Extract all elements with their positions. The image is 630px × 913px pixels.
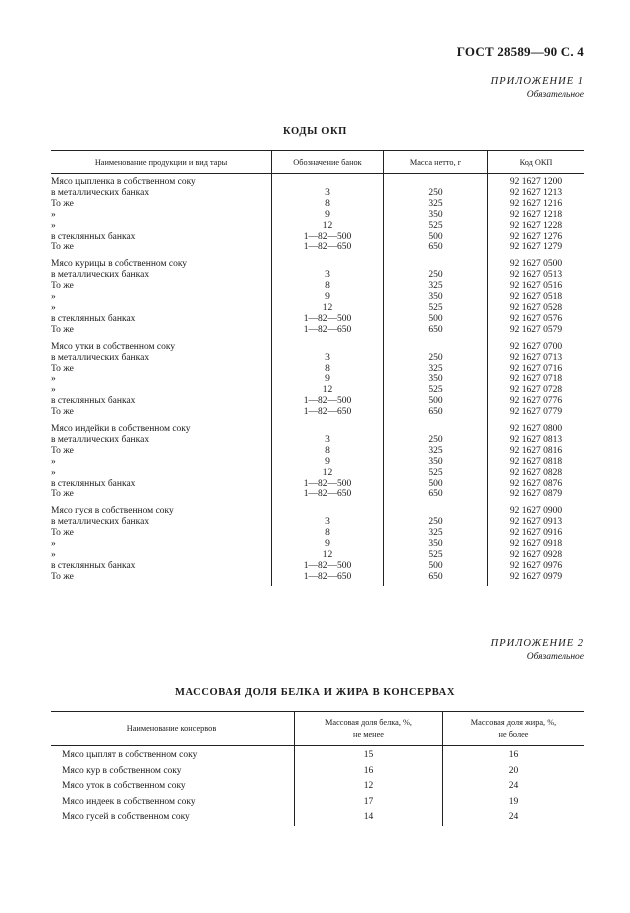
can-designation-cell: 3 xyxy=(272,188,384,199)
product-name-cell: Мясо цыпленка в собственном соку xyxy=(51,177,196,187)
can-designation-cell: 8 xyxy=(272,281,384,292)
product-name-cell: Мясо утки в собственном соку xyxy=(51,341,176,352)
okp-code-cell: 92 1627 0728 xyxy=(488,385,585,396)
product-name-cell: Мясо индейки в собственном соку xyxy=(51,424,191,435)
table-row xyxy=(51,561,584,572)
product-name-cell: Мясо курицы в собственном соку xyxy=(51,259,188,270)
appendix-1-status: Обязательное xyxy=(526,90,584,100)
product-name-cell: То же xyxy=(51,489,74,500)
table-row xyxy=(51,457,584,468)
okp-code-cell: 92 1627 0928 xyxy=(488,550,585,561)
fat-share-cell: 16 xyxy=(443,746,585,764)
can-designation-cell: 1—82—500 xyxy=(272,314,384,325)
table-header-row xyxy=(51,712,584,746)
product-name-cell: То же xyxy=(51,198,74,209)
column-header-protein-line-1: Массовая доля белка, %, xyxy=(325,717,412,727)
okp-code-cell: 92 1627 0876 xyxy=(488,479,585,490)
net-mass-cell: 525 xyxy=(384,303,488,314)
okp-code-cell: 92 1627 1276 xyxy=(488,232,585,243)
protein-share-cell: 12 xyxy=(295,779,443,795)
table-row xyxy=(51,795,584,811)
product-name-cell: в металлических банках xyxy=(51,352,150,363)
product-name-cell: » xyxy=(51,220,56,231)
product-name-cell: в металлических банках xyxy=(51,270,150,281)
product-name-cell: » xyxy=(51,292,56,303)
product-name-cell: в стеклянных банках xyxy=(51,396,136,407)
can-designation-cell: 3 xyxy=(272,270,384,281)
table-row xyxy=(51,528,584,539)
okp-code-cell: 92 1627 1216 xyxy=(488,199,585,210)
table-row xyxy=(51,353,584,364)
net-mass-cell: 325 xyxy=(384,364,488,375)
net-mass-cell xyxy=(384,500,488,517)
net-mass-cell: 650 xyxy=(384,325,488,336)
can-designation-cell: 8 xyxy=(272,446,384,457)
okp-code-cell: 92 1627 0500 xyxy=(488,253,585,270)
appendix-1-title: ПРИЛОЖЕНИЕ 1 xyxy=(490,76,584,87)
okp-code-cell: 92 1627 0879 xyxy=(488,489,585,500)
okp-code-cell: 92 1627 1213 xyxy=(488,188,585,199)
protein-share-cell: 15 xyxy=(295,746,443,764)
table-row xyxy=(51,385,584,396)
product-name-cell: То же xyxy=(51,528,74,539)
product-name-cell: в стеклянных банках xyxy=(51,231,136,242)
okp-codes-table-title: КОДЫ ОКП xyxy=(283,126,347,137)
table-row xyxy=(51,764,584,780)
net-mass-cell: 500 xyxy=(384,561,488,572)
okp-code-cell: 92 1627 0579 xyxy=(488,325,585,336)
table-row xyxy=(51,550,584,561)
net-mass-cell: 250 xyxy=(384,353,488,364)
table-row xyxy=(51,374,584,385)
fat-share-cell: 24 xyxy=(443,810,585,826)
table-row xyxy=(51,746,584,764)
product-name-cell: То же xyxy=(51,407,74,418)
product-name-cell: То же xyxy=(51,363,74,374)
net-mass-cell: 525 xyxy=(384,468,488,479)
can-designation-cell: 1—82—650 xyxy=(272,489,384,500)
okp-code-cell: 92 1627 0816 xyxy=(488,446,585,457)
can-designation-cell: 12 xyxy=(272,303,384,314)
table-row xyxy=(51,188,584,199)
okp-code-cell: 92 1627 0813 xyxy=(488,435,585,446)
okp-code-cell: 92 1627 0716 xyxy=(488,364,585,375)
okp-code-cell: 92 1627 0718 xyxy=(488,374,585,385)
table-row xyxy=(51,174,584,188)
product-name-cell: » xyxy=(51,374,56,385)
table-row xyxy=(51,314,584,325)
page-header-standard: ГОСТ 28589—90 С. 4 xyxy=(456,44,584,59)
net-mass-cell: 500 xyxy=(384,232,488,243)
product-name-cell: То же xyxy=(51,242,74,253)
can-designation-cell: 8 xyxy=(272,364,384,375)
product-name-cell: Мясо гуся в собственном соку xyxy=(51,506,174,517)
can-designation-cell xyxy=(272,418,384,435)
can-designation-cell: 8 xyxy=(272,528,384,539)
can-designation-cell: 12 xyxy=(272,221,384,232)
table-row xyxy=(51,221,584,232)
can-designation-cell: 9 xyxy=(272,539,384,550)
can-designation-cell: 1—82—500 xyxy=(272,561,384,572)
product-name-cell: в стеклянных банках xyxy=(51,313,136,324)
net-mass-cell: 525 xyxy=(384,385,488,396)
okp-code-cell: 92 1627 0776 xyxy=(488,396,585,407)
can-designation-cell xyxy=(272,253,384,270)
protein-fat-table-body xyxy=(51,746,584,826)
net-mass-cell: 350 xyxy=(384,539,488,550)
column-header-protein xyxy=(295,712,443,746)
net-mass-cell: 325 xyxy=(384,199,488,210)
okp-codes-table xyxy=(51,150,584,586)
table-row xyxy=(51,446,584,457)
net-mass-cell: 500 xyxy=(384,396,488,407)
appendix-2-status: Обязательное xyxy=(526,652,584,662)
can-designation-cell: 12 xyxy=(272,385,384,396)
table-row xyxy=(51,572,584,586)
fat-share-cell: 24 xyxy=(443,779,585,795)
can-designation-cell: 1—82—650 xyxy=(272,572,384,586)
can-designation-cell: 8 xyxy=(272,199,384,210)
column-header-net-mass: Масса нетто, г xyxy=(384,151,488,174)
okp-code-cell: 92 1627 0576 xyxy=(488,314,585,325)
can-designation-cell xyxy=(272,336,384,353)
product-name-cell: Мясо уток в собственном соку xyxy=(62,781,186,791)
net-mass-cell: 350 xyxy=(384,374,488,385)
product-name-cell: в металлических банках xyxy=(51,187,150,198)
can-designation-cell: 9 xyxy=(272,210,384,221)
product-name-cell: Мясо кур в собственном соку xyxy=(62,765,182,776)
net-mass-cell xyxy=(384,336,488,353)
column-header-okp-code: Код ОКП xyxy=(488,151,585,174)
product-name-cell: То же xyxy=(51,281,74,292)
table-row xyxy=(51,517,584,528)
can-designation-cell xyxy=(272,174,384,188)
net-mass-cell: 250 xyxy=(384,517,488,528)
product-name-cell: в стеклянных банках xyxy=(51,560,136,571)
product-name-cell: » xyxy=(51,467,56,478)
okp-code-cell: 92 1627 0913 xyxy=(488,517,585,528)
net-mass-cell: 650 xyxy=(384,572,488,586)
column-header-fat-line-1: Массовая доля жира, %, xyxy=(470,717,557,727)
product-name-cell: То же xyxy=(51,324,74,335)
okp-code-cell: 92 1627 0516 xyxy=(488,281,585,292)
okp-code-cell: 92 1627 1228 xyxy=(488,221,585,232)
okp-code-cell: 92 1627 0979 xyxy=(488,572,585,586)
can-designation-cell: 3 xyxy=(272,353,384,364)
okp-code-cell: 92 1627 1200 xyxy=(488,174,585,188)
product-name-cell: То же xyxy=(51,445,74,456)
table-row xyxy=(51,199,584,210)
column-header-can-designation: Обозначение банок xyxy=(272,151,384,174)
net-mass-cell: 525 xyxy=(384,221,488,232)
product-name-cell: Мясо гусей в собственном соку xyxy=(62,812,190,822)
column-header-product-name: Наименование консервов xyxy=(51,712,295,746)
product-name-cell: » xyxy=(51,550,56,560)
protein-share-cell: 16 xyxy=(295,764,443,780)
table-row xyxy=(51,336,584,353)
table-row xyxy=(51,210,584,221)
okp-code-cell: 92 1627 0828 xyxy=(488,468,585,479)
appendix-2-title: ПРИЛОЖЕНИЕ 2 xyxy=(490,638,584,649)
table-header-row xyxy=(51,151,584,174)
fat-share-cell: 20 xyxy=(443,764,585,780)
product-name-cell: Мясо индеек в собственном соку xyxy=(62,796,196,807)
table-row xyxy=(51,253,584,270)
protein-share-cell: 14 xyxy=(295,810,443,826)
okp-code-cell: 92 1627 0518 xyxy=(488,292,585,303)
can-designation-cell: 1—82—650 xyxy=(272,242,384,253)
table-row xyxy=(51,539,584,550)
net-mass-cell: 525 xyxy=(384,550,488,561)
table-row xyxy=(51,232,584,243)
okp-code-cell: 92 1627 0779 xyxy=(488,407,585,418)
column-header-fat xyxy=(443,712,585,746)
table-row xyxy=(51,407,584,418)
okp-code-cell: 92 1627 0513 xyxy=(488,270,585,281)
net-mass-cell: 350 xyxy=(384,210,488,221)
okp-code-cell: 92 1627 0818 xyxy=(488,457,585,468)
table-row xyxy=(51,292,584,303)
can-designation-cell xyxy=(272,500,384,517)
okp-code-cell: 92 1627 1279 xyxy=(488,242,585,253)
product-name-cell: Мясо цыплят в собственном соку xyxy=(62,750,198,760)
net-mass-cell: 350 xyxy=(384,457,488,468)
can-designation-cell: 1—82—500 xyxy=(272,396,384,407)
can-designation-cell: 3 xyxy=(272,517,384,528)
protein-fat-table xyxy=(51,711,584,826)
product-name-cell: » xyxy=(51,385,56,396)
net-mass-cell: 650 xyxy=(384,489,488,500)
table-row xyxy=(51,479,584,490)
net-mass-cell: 650 xyxy=(384,242,488,253)
product-name-cell: » xyxy=(51,456,56,467)
table-row xyxy=(51,489,584,500)
fat-share-cell: 19 xyxy=(443,795,585,811)
table-row xyxy=(51,468,584,479)
net-mass-cell: 250 xyxy=(384,188,488,199)
net-mass-cell: 500 xyxy=(384,314,488,325)
protein-share-cell: 17 xyxy=(295,795,443,811)
table-row xyxy=(51,325,584,336)
can-designation-cell: 1—82—650 xyxy=(272,325,384,336)
table-row xyxy=(51,810,584,826)
product-name-cell: » xyxy=(51,209,56,220)
okp-codes-table-body xyxy=(51,174,584,586)
table-row xyxy=(51,435,584,446)
table-row xyxy=(51,364,584,375)
product-name-cell: в металлических банках xyxy=(51,434,150,445)
net-mass-cell xyxy=(384,253,488,270)
okp-code-cell: 92 1627 0713 xyxy=(488,353,585,364)
column-header-protein-line-2: не менее xyxy=(353,729,384,739)
table-row xyxy=(51,418,584,435)
table-row xyxy=(51,270,584,281)
net-mass-cell: 650 xyxy=(384,407,488,418)
net-mass-cell xyxy=(384,174,488,188)
net-mass-cell: 250 xyxy=(384,435,488,446)
can-designation-cell: 9 xyxy=(272,374,384,385)
table-row xyxy=(51,396,584,407)
okp-code-cell: 92 1627 0900 xyxy=(488,500,585,517)
protein-fat-table-title: МАССОВАЯ ДОЛЯ БЕЛКА И ЖИРА В КОНСЕРВАХ xyxy=(174,687,456,698)
net-mass-cell: 325 xyxy=(384,528,488,539)
table-row xyxy=(51,242,584,253)
okp-code-cell: 92 1627 0700 xyxy=(488,336,585,353)
can-designation-cell: 1—82—500 xyxy=(272,232,384,243)
product-name-cell: То же xyxy=(51,571,74,582)
can-designation-cell: 9 xyxy=(272,292,384,303)
table-row xyxy=(51,500,584,517)
net-mass-cell: 325 xyxy=(384,281,488,292)
can-designation-cell: 12 xyxy=(272,468,384,479)
product-name-cell: в стеклянных банках xyxy=(51,478,136,489)
can-designation-cell: 12 xyxy=(272,550,384,561)
can-designation-cell: 1—82—650 xyxy=(272,407,384,418)
net-mass-cell: 250 xyxy=(384,270,488,281)
net-mass-cell xyxy=(384,418,488,435)
net-mass-cell: 325 xyxy=(384,446,488,457)
net-mass-cell: 350 xyxy=(384,292,488,303)
column-header-fat-line-2: не более xyxy=(498,729,529,739)
can-designation-cell: 9 xyxy=(272,457,384,468)
product-name-cell: » xyxy=(51,539,56,550)
product-name-cell: в металлических банках xyxy=(51,517,150,528)
table-row xyxy=(51,303,584,314)
okp-code-cell: 92 1627 0918 xyxy=(488,539,585,550)
okp-code-cell: 92 1627 0528 xyxy=(488,303,585,314)
table-row xyxy=(51,281,584,292)
product-name-cell: » xyxy=(51,302,56,313)
okp-code-cell: 92 1627 0976 xyxy=(488,561,585,572)
can-designation-cell: 3 xyxy=(272,435,384,446)
can-designation-cell: 1—82—500 xyxy=(272,479,384,490)
okp-code-cell: 92 1627 1218 xyxy=(488,210,585,221)
okp-code-cell: 92 1627 0800 xyxy=(488,418,585,435)
net-mass-cell: 500 xyxy=(384,479,488,490)
table-row xyxy=(51,779,584,795)
okp-code-cell: 92 1627 0916 xyxy=(488,528,585,539)
column-header-product: Наименование продукции и вид тары xyxy=(51,151,272,174)
